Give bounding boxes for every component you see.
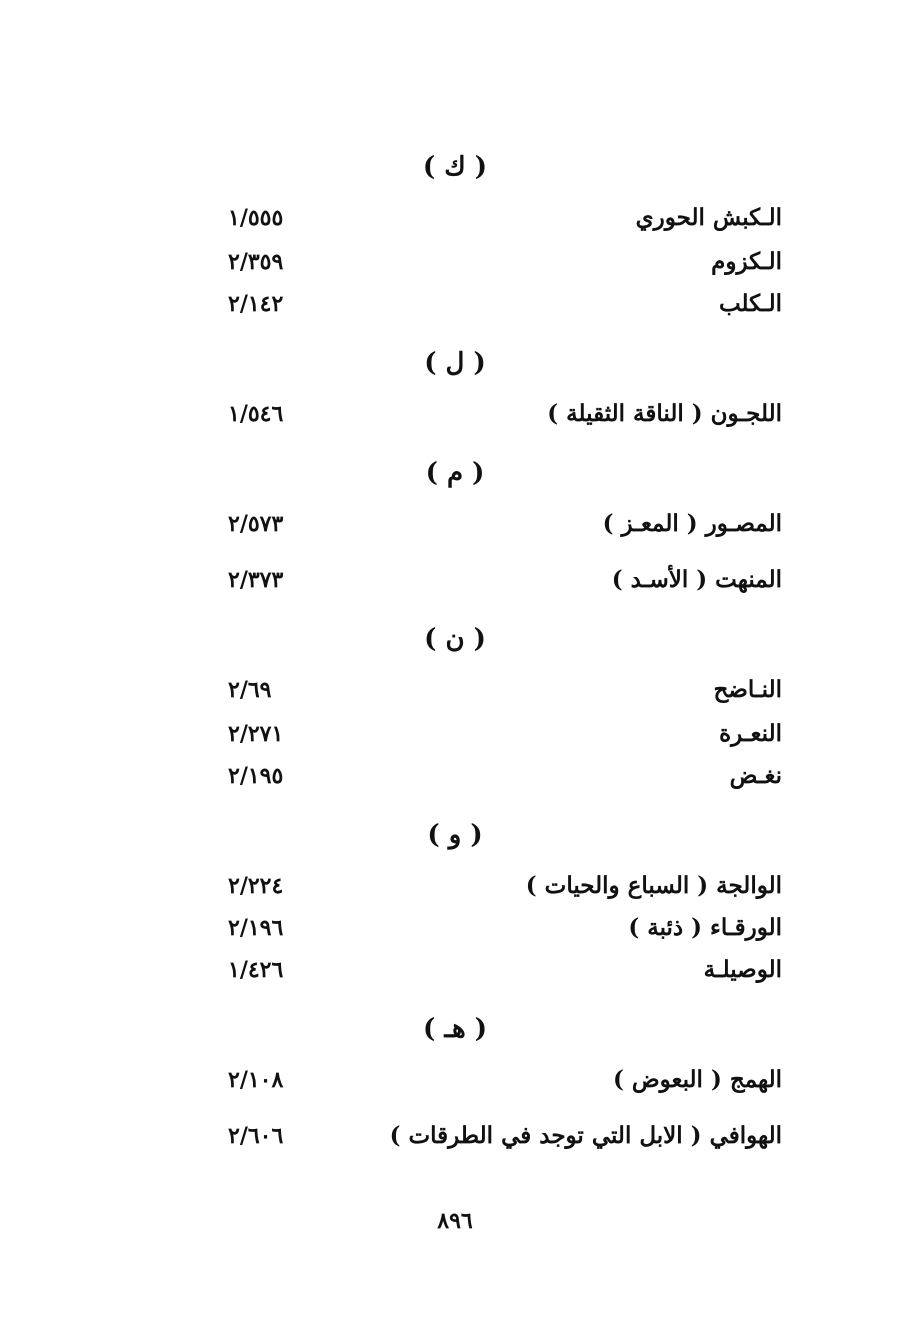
entry-reference: ١/٤٢٦ (228, 957, 284, 983)
section-header-lam: ( ل ) (424, 348, 486, 378)
entry-term: الورقـاء ( ذئبة ) (628, 914, 782, 941)
section-header-nun: ( ن ) (424, 624, 486, 654)
entry-term: النـاضح (713, 676, 782, 703)
index-entry (0, 952, 910, 988)
entry-reference: ٢/٣٥٩ (228, 249, 284, 275)
index-entry (0, 562, 910, 598)
index-entry (0, 910, 910, 946)
index-entry (0, 716, 910, 752)
entry-term: الوصيلـة (703, 956, 782, 983)
entry-reference: ٢/٦٩ (228, 677, 272, 703)
page-number: ٨٩٦ (437, 1208, 473, 1234)
index-entry (0, 396, 910, 432)
entry-reference: ١/٥٤٦ (228, 401, 284, 427)
index-entry (0, 244, 910, 280)
entry-reference: ١/٥٥٥ (228, 205, 284, 231)
entry-term: الـكبش الحوري (635, 204, 782, 231)
entry-term: اللجـون ( الناقة الثقيلة ) (547, 400, 782, 427)
section-header-mim: ( م ) (425, 458, 485, 488)
index-entry (0, 672, 910, 708)
index-entry (0, 506, 910, 542)
entry-reference: ٢/١٠٨ (228, 1067, 284, 1093)
section-header-waw: ( و ) (427, 820, 483, 850)
index-entry (0, 1118, 910, 1154)
index-entry (0, 1062, 910, 1098)
entry-term: الـكلب (718, 290, 782, 317)
index-entry (0, 200, 910, 236)
entry-term: الوالجة ( السباع والحيات ) (525, 872, 782, 899)
entry-reference: ٢/٢٧١ (228, 721, 284, 747)
entry-term: النعـرة (719, 720, 782, 747)
entry-reference: ٢/٢٢٤ (228, 873, 284, 899)
entry-reference: ٢/١٩٥ (228, 763, 284, 789)
entry-term: المصـور ( المعـز ) (602, 510, 782, 537)
entry-term: الـكزوم (711, 248, 782, 275)
entry-term: نغـض (729, 762, 782, 789)
entry-reference: ٢/١٤٢ (228, 291, 284, 317)
section-header-kaf: ( ك ) (422, 152, 488, 182)
entry-reference: ٢/١٩٦ (228, 915, 284, 941)
section-header-ha: ( هـ ) (422, 1014, 488, 1044)
entry-reference: ٢/٥٧٣ (228, 511, 284, 537)
entry-term: الهمج ( البعوض ) (612, 1066, 782, 1093)
index-entry (0, 286, 910, 322)
entry-term: الهوافي ( الابل التي توجد في الطرقات ) (389, 1122, 782, 1149)
entry-reference: ٢/٦٠٦ (228, 1123, 284, 1149)
entry-reference: ٢/٣٧٣ (228, 567, 284, 593)
index-entry (0, 868, 910, 904)
index-entry (0, 758, 910, 794)
entry-term: المنهت ( الأسـد ) (611, 566, 782, 593)
